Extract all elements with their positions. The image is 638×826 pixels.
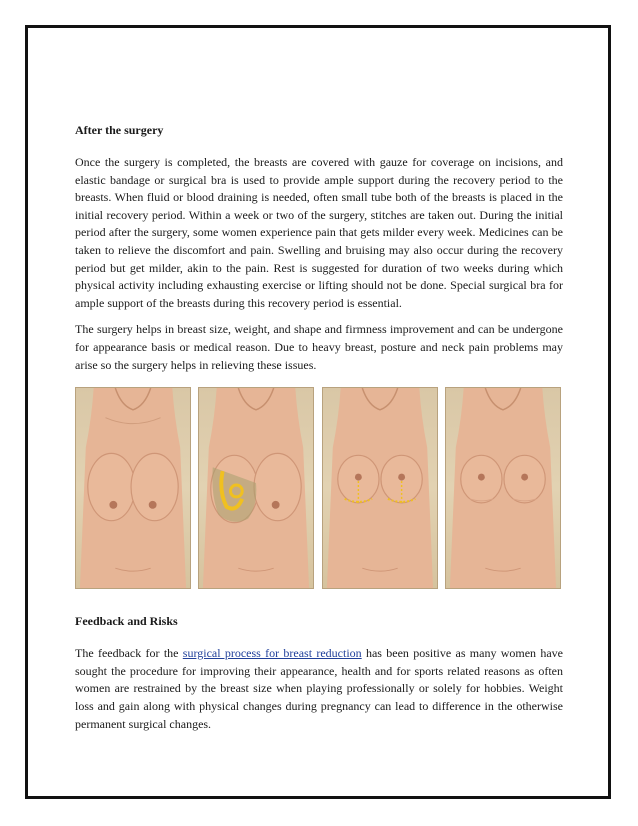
feedback-section [75,613,563,733]
paragraph-benefits: The surgery helps in breast size, weight, and shape and firmness improvement and can be undergone for appearance basis or medical reason. Due to heavy breast, posture and neck pain problems may arise so the surgery helps in relieving these issues. [75,322,563,372]
breast-reduction-illustration [75,387,561,589]
paragraph-feedback [75,645,563,733]
feedback-text-start: The feedback for the [75,646,183,661]
section-heading-after-surgery: After the surgery [75,123,164,137]
section-heading-feedback-risks: Feedback and Risks [75,614,178,629]
document-content [75,122,563,742]
illustration-panel-markings [198,387,314,589]
illustration-panel-post-op [322,387,438,589]
breast-reduction-link[interactable]: surgical process for breast reduction [182,646,362,661]
feedback-text-end: has been positive as many women have sought the procedure for improving their appearance, health and for sports related reasons as often women are restrained by the breast size when playing professionally or solely for hobbies. Weight loss and gain along with physical changes during pregnancy can lead to difference in the otherwise permanent surgical changes. [75,646,564,731]
paragraph-recovery: Once the surgery is completed, the breasts are covered with gauze for coverage on incisions, and elastic bandage or surgical bra is used to provide ample support during the recovery period to the breasts. When fluid or blood draining is needed, often small tube both of the breasts is placed in the initial recovery period. Within a week or two of the surgery, stitches are taken out. During the initial period after the surgery, some women experience pain that gets milder every week. Medicines can be taken to relieve the discomfort and pain. Swelling and bruising may also occur during the recovery period but get milder, akin to the pain. Rest is suggested for duration of two weeks during which physical activity including exhausting exercise or lifting should not be done. Special surgical bra for ample support of the breasts during this recovery period is essential. [75,155,563,310]
illustration-panel-before [75,387,191,589]
illustration-panel-result [445,387,561,589]
